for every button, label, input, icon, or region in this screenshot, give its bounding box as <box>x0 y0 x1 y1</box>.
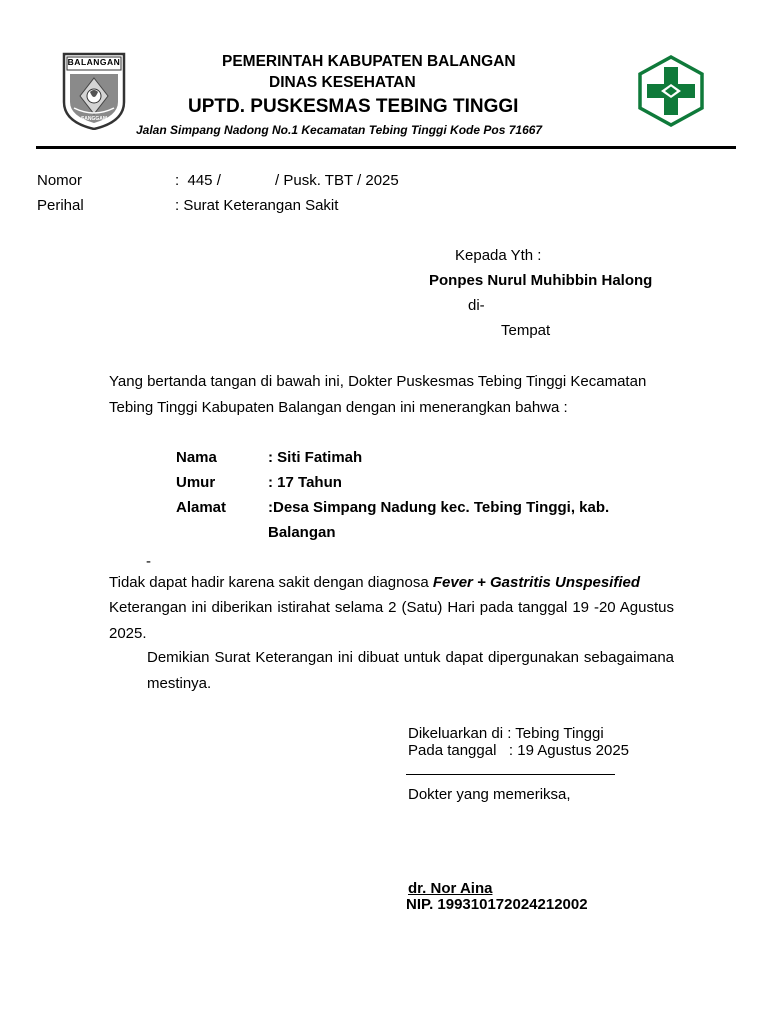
field-value-alamat-cont: Balangan <box>268 524 336 541</box>
logo-caption-top: BALANGAN <box>67 57 121 67</box>
diagnosis-prefix: Tidak dapat hadir karena sakit dengan diagnosa <box>109 574 433 591</box>
logo-caption-bottom: SANGGAM <box>80 116 108 122</box>
nomor-value: : 445 / / Pusk. TBT / 2025 <box>175 172 399 189</box>
recipient-greeting: Kepada Yth : <box>455 247 542 264</box>
puskesmas-logo <box>637 55 705 127</box>
nomor-label: Nomor <box>37 172 83 189</box>
signature-underline <box>406 774 615 775</box>
separator-dash: - <box>146 553 151 570</box>
field-label-umur: Umur <box>176 474 216 491</box>
issued-place: Dikeluarkan di : Tebing Tinggi <box>408 725 604 742</box>
rest-paragraph: Keterangan ini diberikan istirahat selama 2 (Satu) Hari pada tanggal 19 -20 Agustus 2025. <box>109 599 674 642</box>
intro-line-2: Tebing Tinggi Kabupaten Balangan dengan ini menerangkan bahwa : <box>109 399 568 416</box>
signer-nip: NIP. 199310172024212002 <box>406 896 588 913</box>
agency-title: DINAS KESEHATAN <box>269 74 416 91</box>
field-value-umur: : 17 Tahun <box>268 474 342 491</box>
closing-paragraph: Demikian Surat Keterangan ini dibuat untuk dapat dipergunakan sebagaimana mestinya. <box>147 649 674 692</box>
perihal-value: : Surat Keterangan Sakit <box>175 197 339 214</box>
recipient-name: Ponpes Nurul Muhibbin Halong <box>429 272 653 289</box>
diagnosis-line <box>109 574 640 591</box>
institution-title: UPTD. PUSKESMAS TEBING TINGGI <box>188 96 519 117</box>
field-label-nama: Nama <box>176 449 217 466</box>
signer-role: Dokter yang memeriksa, <box>408 786 571 803</box>
institution-address: Jalan Simpang Nadong No.1 Kecamatan Tebing Tinggi Kode Pos 71667 <box>136 123 543 137</box>
recipient-di: di- <box>468 297 485 314</box>
gov-title: PEMERINTAH KABUPATEN BALANGAN <box>222 53 516 70</box>
field-value-alamat: :Desa Simpang Nadung kec. Tebing Tinggi, kab. <box>268 499 610 516</box>
diagnosis-value: Fever + Gastritis Unspesified <box>432 574 641 591</box>
issued-date: Pada tanggal : 19 Agustus 2025 <box>408 742 630 759</box>
perihal-label: Perihal <box>37 197 84 214</box>
intro-line-1: Yang bertanda tangan di bawah ini, Dokter Puskesmas Tebing Tinggi Kecamatan <box>109 373 647 390</box>
signer-name: dr. Nor Aina <box>408 880 493 897</box>
recipient-place: Tempat <box>501 322 551 339</box>
field-label-alamat: Alamat <box>176 499 227 516</box>
field-value-nama: : Siti Fatimah <box>268 449 363 466</box>
letterhead-divider <box>36 146 736 149</box>
